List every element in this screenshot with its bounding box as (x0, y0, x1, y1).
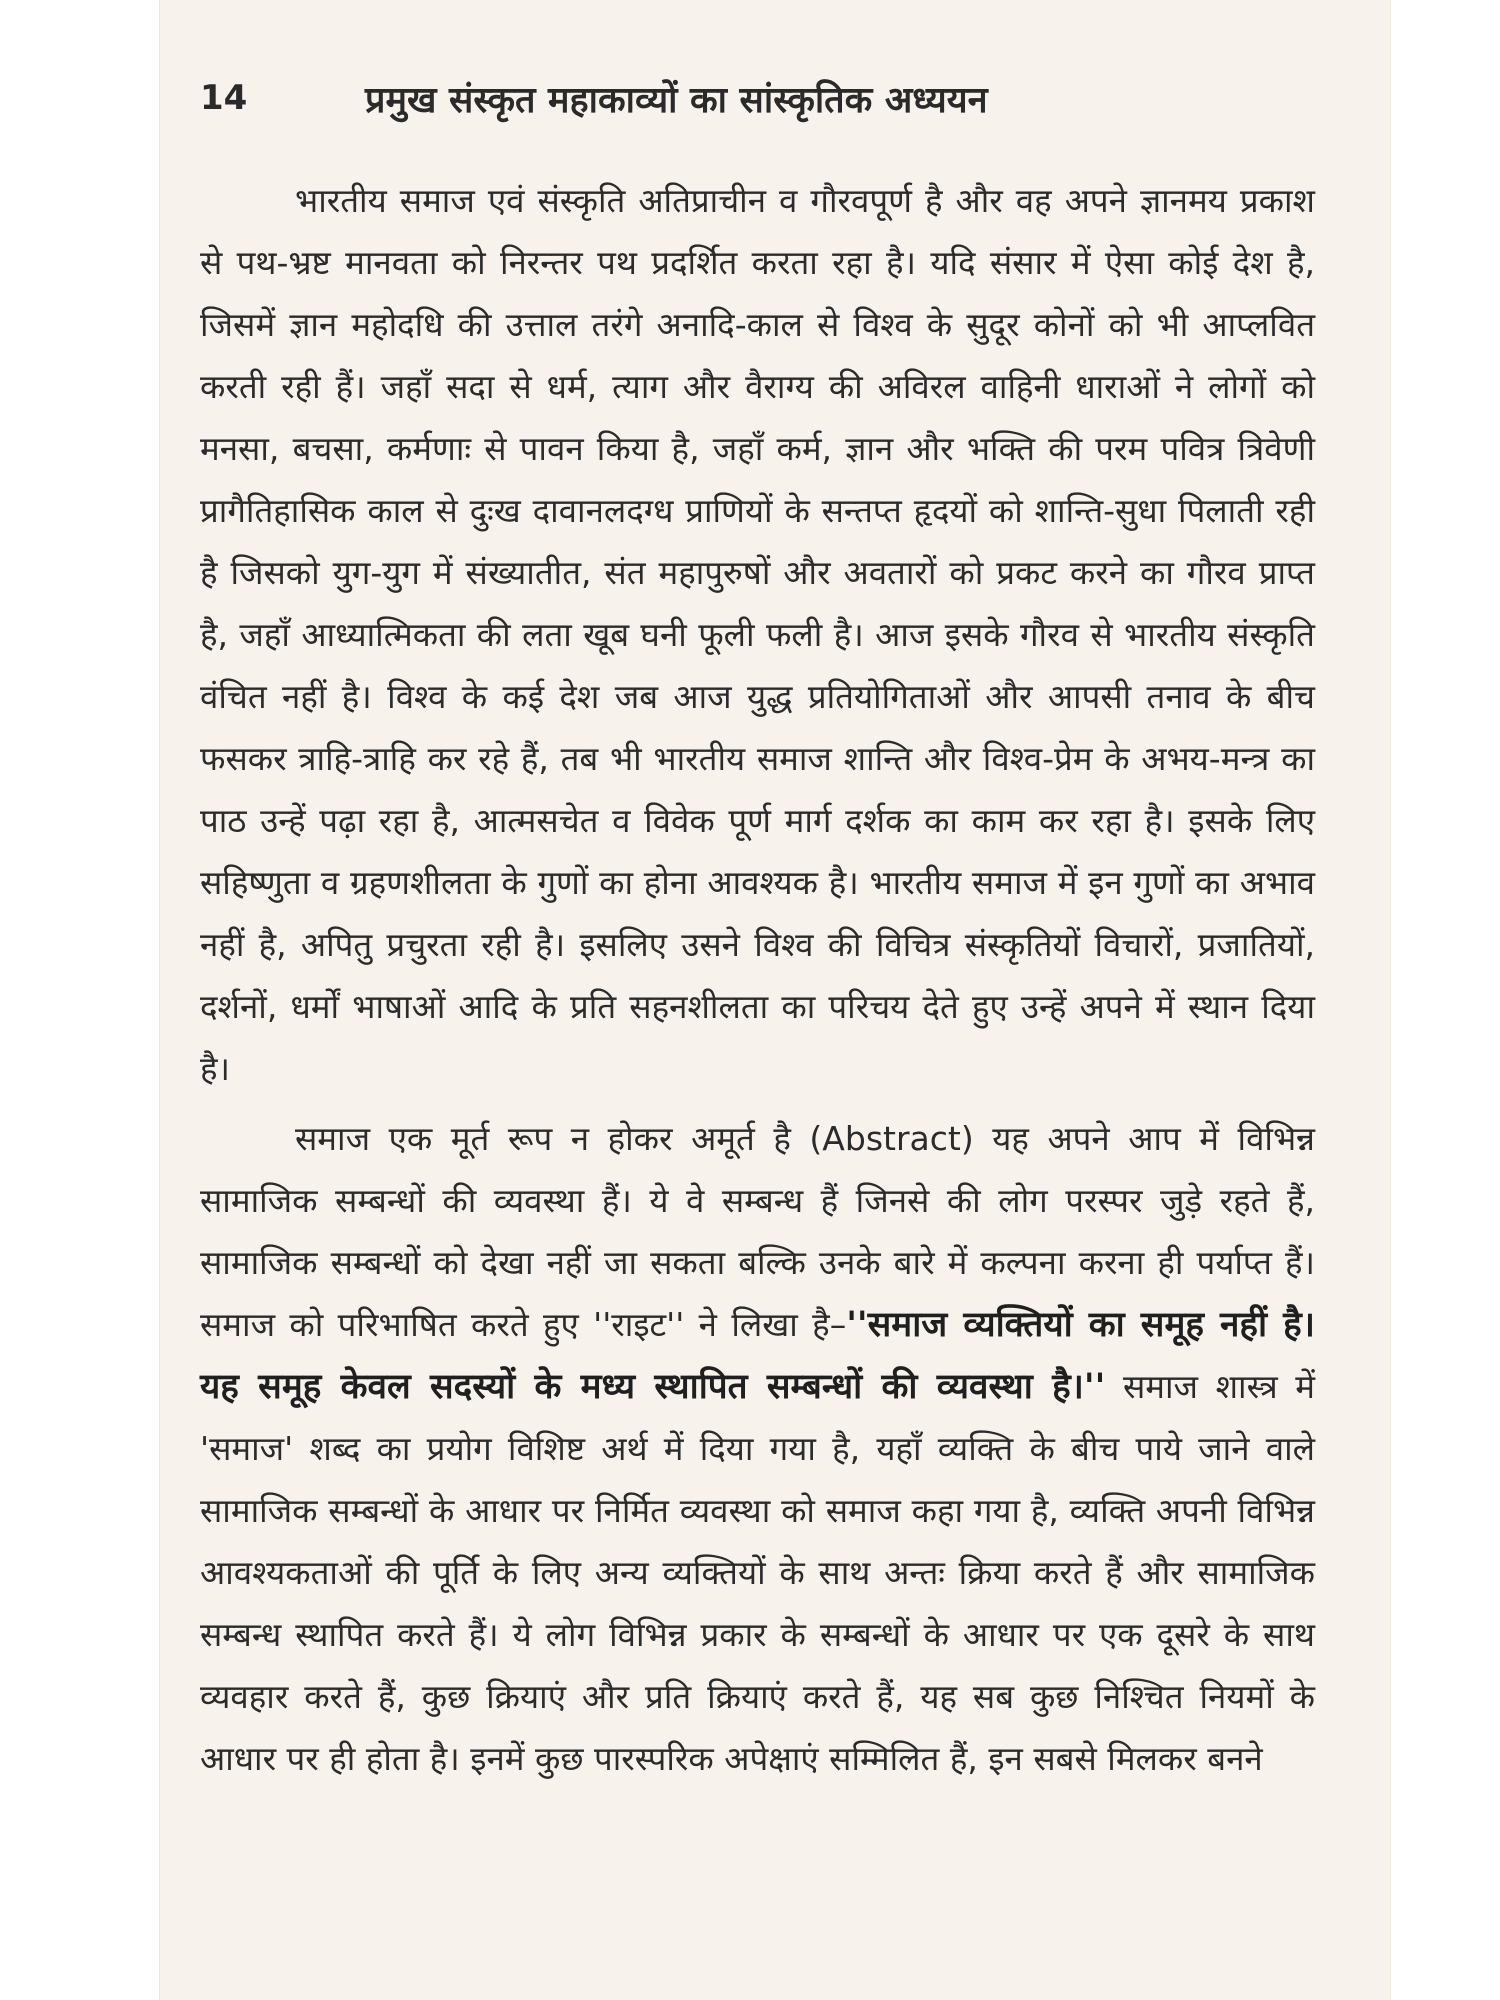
paragraph-2-intro: समाज एक मूर्त रूप न होकर अमूर्त है (Abstract) यह अपने आप में विभिन्न सामाजिक सम्बन्धों की व्यवस्था हैं। ये वे सम्बन्ध हैं जिनसे की लोग परस्पर जुड़े रहते हैं, सामाजिक सम्बन्धों को देखा नहीं जा सकता बल्कि उनके बारे में कल्पना करना ही पर्याप्त हैं। समाज को परिभाषित करते हुए ''राइट'' ने लिखा है– (200, 1119, 1315, 1344)
paragraph-1: भारतीय समाज एवं संस्कृति अतिप्राचीन व गौरवपूर्ण है और वह अपने ज्ञानमय प्रकाश से पथ-भ्रष्ट मानवता को निरन्तर पथ प्रदर्शित करता रहा है। यदि संसार में ऐसा कोई देश है, जिसमें ज्ञान महोदधि की उत्ताल तरंगे अनादि-काल से विश्व के सुदूर कोनों को भी आप्लवित करती रही हैं। जहाँ सदा से धर्म, त्याग और वैराग्य की अविरल वाहिनी धाराओं ने लोगों को मनसा, बचसा, कर्मणाः से पावन किया है, जहाँ कर्म, ज्ञान और भक्ति की परम पवित्र त्रिवेणी प्रागैतिहासिक काल से दुःख दावानलदग्ध प्राणियों के सन्तप्त हृदयों को शान्ति-सुधा पिलाती रही है जिसको युग-युग में संख्यातीत, संत महापुरुषों और अवतारों को प्रकट करने का गौरव प्राप्त है, जहाँ आध्यात्मिकता की लता खूब घनी फूली फली है। आज इसके गौरव से भारतीय संस्कृति वंचित नहीं है। विश्व के कई देश जब आज युद्ध प्रतियोगिताओं और आपसी तनाव के बीच फसकर त्राहि-त्राहि कर रहे हैं, तब भी भारतीय समाज शान्ति और विश्व-प्रेम के अभय-मन्त्र का पाठ उन्हें पढ़ा रहा है, आत्मसचेत व विवेक पूर्ण मार्ग दर्शक का काम कर रहा है। इसके लिए सहिष्णुता व ग्रहणशीलता के गुणों का होना आवश्यक है। भारतीय समाज में इन गुणों का अभाव नहीं है, अपितु प्रचुरता रही है। इसलिए उसने विश्व की विचित्र संस्कृतियों विचारों, प्रजातियों, दर्शनों, धर्मों भाषाओं आदि के प्रति सहनशीलता का परिचय देते हुए उन्हें अपने में स्थान दिया है। (200, 181, 1315, 1088)
page-header (200, 68, 1320, 138)
running-title: प्रमुख संस्कृत महाकाव्यों का सांस्कृतिक अध्ययन (365, 80, 988, 121)
wright-quote: ''समाज व्यक्तियों का समूह नहीं है। यह समूह केवल सदस्यों के मध्य स्थापित सम्बन्धों की व्यवस्था है।'' (200, 1305, 1315, 1407)
paragraph-2 (200, 1108, 1315, 1790)
paragraph-2-continuation: समाज शास्त्र में 'समाज' शब्द का प्रयोग विशिष्ट अर्थ में दिया गया है, यहाँ व्यक्ति के बीच पाये जाने वाले सामाजिक सम्बन्धों के आधार पर निर्मित व्यवस्था को समाज कहा गया है, व्यक्ति अपनी विभिन्न आवश्यकताओं की पूर्ति के लिए अन्य व्यक्तियों के साथ अन्तः क्रिया करते हैं और सामाजिक सम्बन्ध स्थापित करते हैं। ये लोग विभिन्न प्रकार के सम्बन्धों के आधार पर एक दूसरे के साथ व्यवहार करते हैं, कुछ क्रियाएं और प्रति क्रियाएं करते हैं, यह सब कुछ निश्चित नियमों के आधार पर ही होता है। इनमें कुछ पारस्परिक अपेक्षाएं सम्मिलित हैं, इन सबसे मिलकर बनने (200, 1367, 1315, 1778)
body-text (200, 170, 1315, 1790)
page-number: 14 (200, 78, 248, 118)
